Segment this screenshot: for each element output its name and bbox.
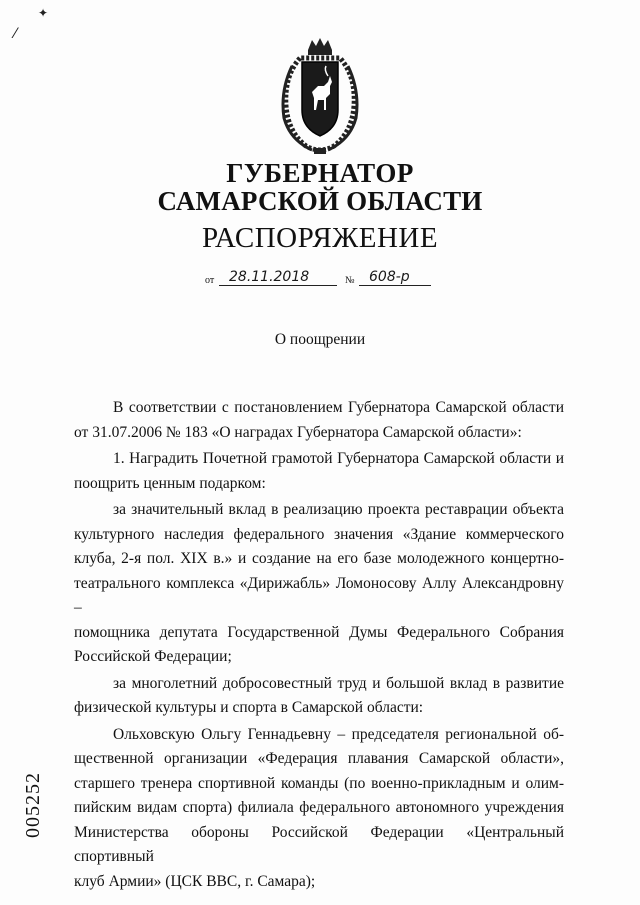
body-line: за многолетний добросовестный труд и большой вклад в развитие [113, 674, 564, 692]
date-value: 28.11.2018 [229, 269, 310, 285]
body-line: Российской Федерации; [74, 648, 232, 665]
body-line: от 31.07.2006 № 183 «О наградах Губернатора Самарской области»: [74, 423, 522, 441]
body-line: щественной организации «Федерация плавания Самарской области», [74, 750, 564, 767]
body-line: В соответствии с постановлением Губернатора Самарской области [113, 399, 564, 416]
document-subject: О поощрении [274, 331, 366, 348]
body-line: культурного наследия федерального значения «Здание коммерческого [74, 525, 564, 543]
body-line: театрального комплекса «Дирижабль» Ломоносову Аллу Александровну – [74, 574, 564, 616]
scan-mark-icon: ✦ [38, 6, 49, 20]
samara-coat-of-arms-icon [270, 36, 370, 156]
registry-number: 005252 [22, 772, 44, 838]
scan-mark-icon: ⁄ [14, 26, 17, 42]
body-line: пийским видам спорта) филиала федерального автономного учреждения [74, 799, 564, 816]
body-line: 1. Наградить Почетной грамотой Губернатора Самарской области и [113, 450, 564, 467]
document-body [74, 396, 564, 894]
body-line: клуб Армии» (ЦСК ВВС, г. Самара); [74, 872, 316, 890]
issuer-region: САМАРСКОЙ ОБЛАСТИ [157, 186, 483, 216]
body-line: Ольховскую Ольгу Геннадьевну – председателя региональной об- [113, 725, 564, 743]
date-label: от [205, 275, 215, 286]
number-value: 608-р [369, 269, 410, 285]
body-line: клуба, 2-я пол. XIX в.» и создание на его базе молодежного концертно- [74, 550, 564, 567]
body-line: физической культуры и спорта в Самарской области: [74, 699, 424, 716]
body-line: старшего тренера спортивной команды (по военно-прикладным и олим- [74, 774, 564, 792]
body-line: помощника депутата Государственной Думы Федерального Собрания [74, 623, 564, 641]
body-line: за значительный вклад в реализацию проекта реставрации объекта [113, 501, 564, 518]
number-label: № [345, 275, 355, 286]
date-number-row [205, 266, 445, 288]
document-type: РАСПОРЯЖЕНИЕ [201, 222, 439, 254]
body-line: Министерства обороны Российской Федерации «Центральный спортивный [74, 823, 564, 865]
body-line: поощрить ценным подарком: [74, 474, 266, 492]
issuer-title: ГУБЕРНАТОР [226, 158, 414, 188]
